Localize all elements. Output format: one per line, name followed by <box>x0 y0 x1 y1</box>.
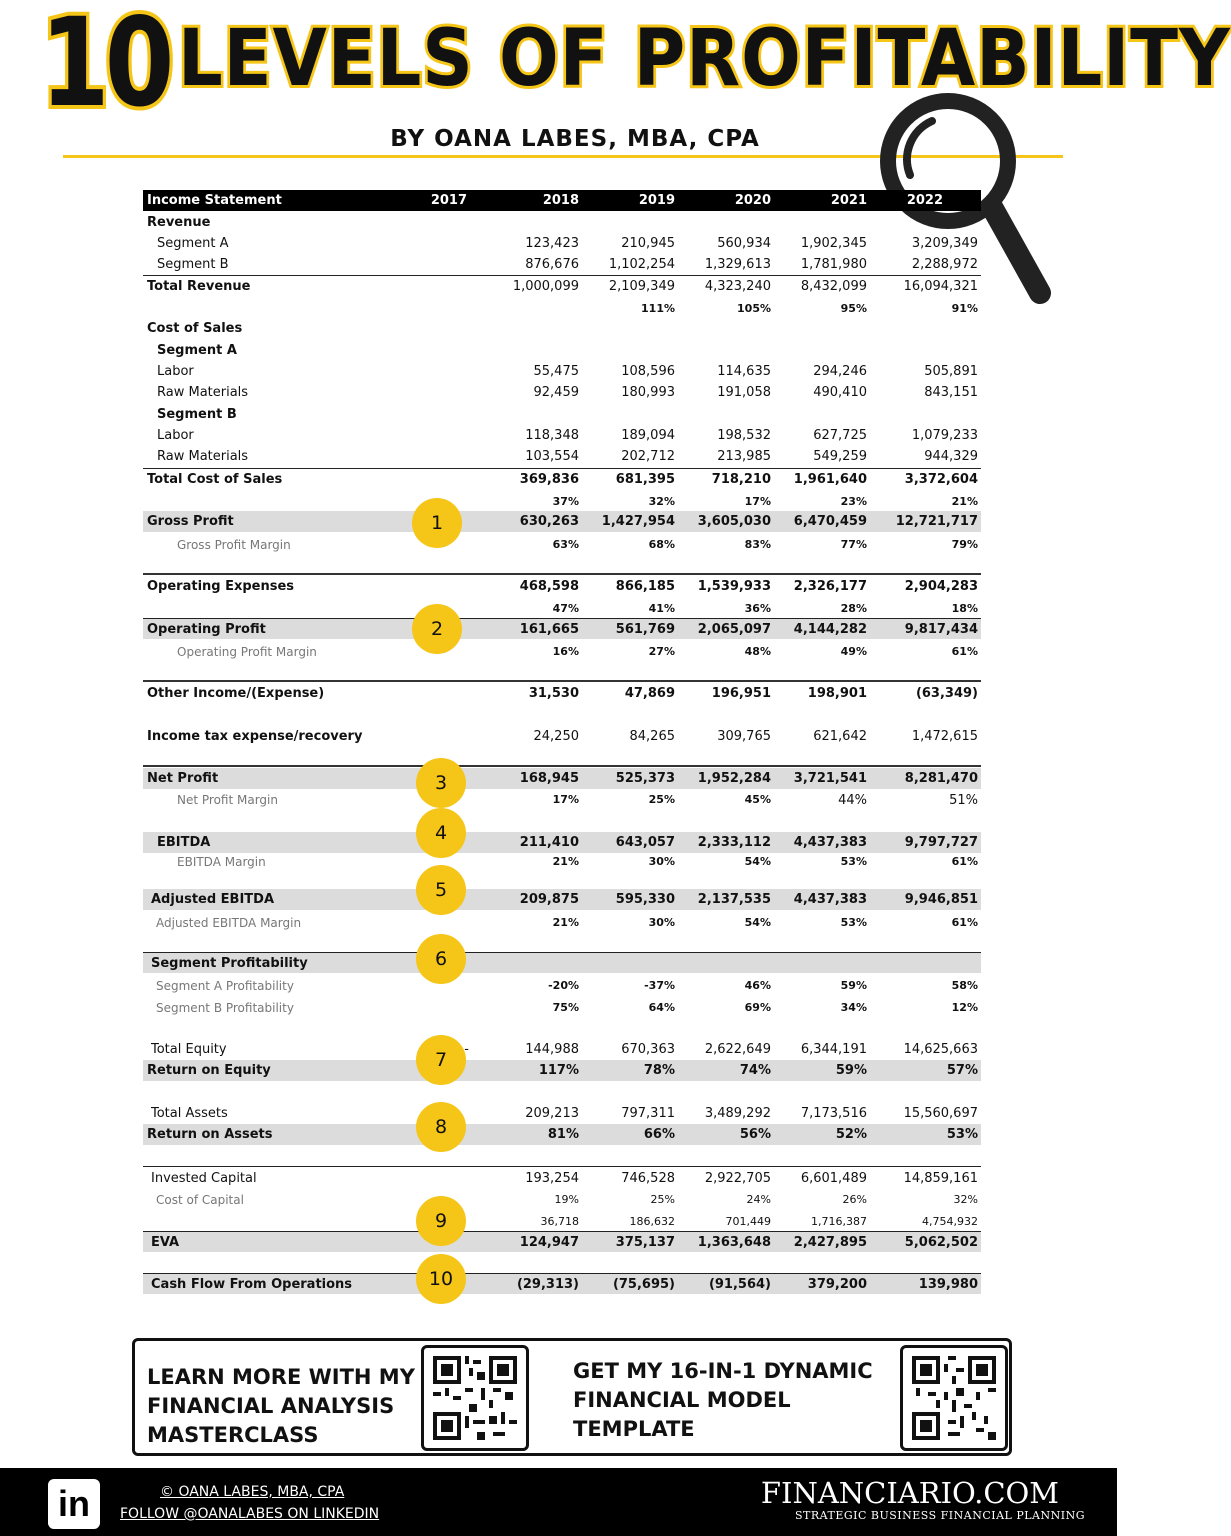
table-cell: 24,250 <box>533 729 579 744</box>
row-label: Other Income/(Expense) <box>147 686 325 701</box>
table-header-row <box>143 190 981 211</box>
row-label: Labor <box>157 364 194 379</box>
table-cell: 26% <box>842 1193 867 1206</box>
table-cell: 843,151 <box>924 385 978 400</box>
table-cell: 209,875 <box>519 892 579 907</box>
table-row <box>143 1039 981 1060</box>
brand-logo[interactable]: FINANCIARIO.COM <box>760 1476 1059 1510</box>
table-cell: 191,058 <box>717 385 771 400</box>
table-cell: 198,532 <box>717 428 771 443</box>
table-cell: 490,410 <box>813 385 867 400</box>
table-cell: 211,410 <box>519 835 579 850</box>
year-2017: 2017 <box>430 193 467 208</box>
row-label: Segment A <box>157 236 229 251</box>
table-cell: 1,329,613 <box>704 257 771 272</box>
year-2022: 2022 <box>906 193 943 208</box>
table-row <box>143 998 981 1019</box>
table-row <box>143 318 981 339</box>
level-badge: 3 <box>416 758 466 808</box>
table-cell: 66% <box>643 1127 675 1142</box>
table-cell: 3,209,349 <box>911 236 978 251</box>
table-cell: 75% <box>552 1001 579 1014</box>
table-cell: 746,528 <box>621 1171 675 1186</box>
table-cell: 16% <box>552 645 579 658</box>
table-cell: 718,210 <box>711 472 771 487</box>
cta-line: GET MY 16-IN-1 DYNAMIC <box>573 1359 873 1383</box>
table-cell: 294,246 <box>813 364 867 379</box>
table-row <box>143 852 981 873</box>
table-cell: 105% <box>737 302 771 315</box>
table-cell: 6,344,191 <box>800 1042 867 1057</box>
table-cell: 1,961,640 <box>793 472 867 487</box>
table-cell: 1,952,284 <box>697 771 771 786</box>
row-label: Gross Profit Margin <box>177 538 291 552</box>
table-cell: 2,904,283 <box>904 579 978 594</box>
table-cell: (91,564) <box>708 1277 771 1292</box>
table-row <box>143 1273 981 1294</box>
row-label: Labor <box>157 428 194 443</box>
table-row <box>143 576 981 597</box>
table-row <box>143 1103 981 1124</box>
table-cell: 74% <box>739 1063 771 1078</box>
section-divider <box>143 573 981 575</box>
table-cell: 379,200 <box>807 1277 867 1292</box>
table-row <box>143 1060 981 1081</box>
table-row <box>143 952 981 973</box>
table-row <box>143 299 981 320</box>
table-cell: 61% <box>951 855 978 868</box>
table-cell: 681,395 <box>615 472 675 487</box>
table-row <box>143 254 981 275</box>
row-label: Segment Profitability <box>151 956 308 971</box>
table-cell: 118,348 <box>525 428 579 443</box>
row-label: Total Revenue <box>147 279 251 294</box>
table-cell: 56% <box>739 1127 771 1142</box>
row-label: Cash Flow From Operations <box>151 1277 353 1292</box>
table-cell: 91% <box>951 302 978 315</box>
table-cell: 4,437,383 <box>793 835 867 850</box>
brand-tagline: STRATEGIC BUSINESS FINANCIAL PLANNING <box>794 1509 1085 1522</box>
table-cell: 25% <box>650 1193 675 1206</box>
table-cell: 12,721,717 <box>895 514 978 529</box>
table-cell: 45% <box>744 793 771 806</box>
table-cell: 168,945 <box>519 771 579 786</box>
row-label: EVA <box>151 1235 180 1250</box>
segment-a-heading: Segment A <box>157 343 237 358</box>
table-row <box>143 404 981 425</box>
table-cell: 21% <box>552 855 579 868</box>
table-cell: 28% <box>840 602 867 615</box>
table-cell: 16,094,321 <box>903 279 978 294</box>
table-cell: 701,449 <box>725 1215 771 1228</box>
segment-b-heading: Segment B <box>157 407 237 422</box>
table-row <box>143 726 981 747</box>
table-cell: 209,213 <box>525 1106 579 1121</box>
table-cell: 6,601,489 <box>800 1171 867 1186</box>
table-cell: 14,625,663 <box>903 1042 978 1057</box>
table-cell: 108,596 <box>621 364 675 379</box>
row-label: Raw Materials <box>157 385 249 400</box>
table-cell: 83% <box>744 538 771 551</box>
table-cell: 2,065,097 <box>697 622 771 637</box>
table-cell: 25% <box>648 793 675 806</box>
level-badge: 2 <box>412 604 462 654</box>
cta-line: FINANCIAL MODEL <box>573 1388 791 1412</box>
table-cell: 3,605,030 <box>697 514 771 529</box>
table-cell: 1,902,345 <box>800 236 867 251</box>
table-cell: 210,945 <box>621 236 675 251</box>
table-cell: 8,281,470 <box>904 771 978 786</box>
table-row <box>143 790 981 811</box>
level-badge: 1 <box>412 498 462 548</box>
table-row <box>143 511 981 532</box>
table-row <box>143 889 981 910</box>
row-label: Operating Expenses <box>147 579 295 594</box>
table-cell: 797,311 <box>621 1106 675 1121</box>
row-label: Income tax expense/recovery <box>147 729 363 744</box>
table-cell: 77% <box>840 538 867 551</box>
row-label: Adjusted EBITDA <box>151 892 275 907</box>
table-row <box>143 212 981 233</box>
table-cell: 14,859,161 <box>903 1171 978 1186</box>
table-row <box>143 492 981 513</box>
table-cell: 627,725 <box>813 428 867 443</box>
row-label: EBITDA Margin <box>177 855 266 869</box>
table-cell: 53% <box>840 855 867 868</box>
table-cell: 19% <box>554 1193 579 1206</box>
table-cell: 505,891 <box>924 364 978 379</box>
table-cell: 59% <box>840 979 867 992</box>
table-cell: 49% <box>840 645 867 658</box>
row-label: Total Cost of Sales <box>147 472 283 487</box>
level-badge: 7 <box>416 1035 466 1085</box>
table-cell: 1,539,933 <box>697 579 771 594</box>
table-cell: 54% <box>744 916 771 929</box>
table-cell: 2,922,705 <box>704 1171 771 1186</box>
table-cell: 630,263 <box>519 514 579 529</box>
table-cell: 944,329 <box>924 449 978 464</box>
section-divider <box>143 765 981 767</box>
table-cell: 36,718 <box>540 1215 579 1228</box>
table-cell: 57% <box>946 1063 978 1078</box>
table-cell: 3,372,604 <box>904 472 978 487</box>
table-cell: 23% <box>840 495 867 508</box>
cta-banner <box>132 1338 1012 1456</box>
table-cell: 92,459 <box>533 385 579 400</box>
table-cell: 48% <box>744 645 771 658</box>
table-cell: 53% <box>840 916 867 929</box>
table-cell: 1,079,233 <box>911 428 978 443</box>
table-cell: 1,363,648 <box>697 1235 771 1250</box>
table-cell: -20% <box>548 979 579 992</box>
table-cell: 84,265 <box>629 729 675 744</box>
table-cell: 1,472,615 <box>911 729 978 744</box>
row-label: Raw Materials <box>157 449 249 464</box>
table-cell: 866,185 <box>615 579 675 594</box>
table-cell: 69% <box>744 1001 771 1014</box>
table-cell: 9,797,727 <box>904 835 978 850</box>
table-cell: 37% <box>552 495 579 508</box>
table-row <box>143 446 981 467</box>
row-label: Gross Profit <box>147 514 234 529</box>
table-cell: 78% <box>643 1063 675 1078</box>
table-row <box>143 1166 981 1187</box>
row-label: Segment B Profitability <box>156 1001 294 1015</box>
table-row <box>143 425 981 446</box>
table-cell: 561,769 <box>615 622 675 637</box>
table-cell: 2,288,972 <box>911 257 978 272</box>
section-divider <box>143 680 981 682</box>
table-cell: 24% <box>746 1193 771 1206</box>
level-badge: 8 <box>416 1102 466 1152</box>
table-cell: 103,554 <box>525 449 579 464</box>
table-cell: 47,869 <box>624 686 675 701</box>
table-cell: 63% <box>552 538 579 551</box>
table-cell: 525,373 <box>615 771 675 786</box>
row-label: Adjusted EBITDA Margin <box>156 916 302 930</box>
table-cell: 111% <box>641 302 675 315</box>
table-cell: 18% <box>951 602 978 615</box>
level-badge: 4 <box>416 808 466 858</box>
table-cell: 53% <box>946 1127 978 1142</box>
table-cell: 9,946,851 <box>904 892 978 907</box>
page-subtitle: BY OANA LABES, MBA, CPA <box>390 126 760 152</box>
table-cell: 34% <box>840 1001 867 1014</box>
table-row <box>143 1190 981 1211</box>
table-cell: 123,423 <box>525 236 579 251</box>
table-cell: 79% <box>951 538 978 551</box>
table-cell: 2,622,649 <box>704 1042 771 1057</box>
table-cell: -37% <box>644 979 675 992</box>
table-row <box>143 1124 981 1145</box>
table-cell: 139,980 <box>918 1277 978 1292</box>
table-cell: 15,560,697 <box>903 1106 978 1121</box>
table-cell: 44% <box>838 793 867 808</box>
table-cell: 95% <box>840 302 867 315</box>
table-row <box>143 683 981 704</box>
table-cell: 54% <box>744 855 771 868</box>
table-cell: 3,721,541 <box>793 771 867 786</box>
table-cell: 21% <box>951 495 978 508</box>
row-label: Operating Profit <box>147 622 266 637</box>
masterclass-link[interactable] <box>147 1363 415 1450</box>
row-label: Segment B <box>157 257 229 272</box>
table-cell: 468,598 <box>519 579 579 594</box>
table-cell: 3,489,292 <box>704 1106 771 1121</box>
cost-of-sales-heading: Cost of Sales <box>147 321 243 336</box>
linkedin-follow-link[interactable]: FOLLOW @OANALABES ON LINKEDIN <box>120 1506 380 1522</box>
cta-line: TEMPLATE <box>573 1417 695 1441</box>
table-cell: 196,951 <box>711 686 771 701</box>
table-cell: 31,530 <box>528 686 579 701</box>
row-label: Net Profit Margin <box>177 793 278 807</box>
qr-code-icon[interactable] <box>421 1345 529 1451</box>
year-2019: 2019 <box>638 193 675 208</box>
cta-line: MASTERCLASS <box>147 1423 319 1447</box>
table-cell: 213,985 <box>717 449 771 464</box>
table-cell: 61% <box>951 645 978 658</box>
table-cell: 117% <box>538 1063 579 1078</box>
table-row <box>143 832 981 853</box>
table-row <box>143 599 981 620</box>
table-cell: 2,427,895 <box>793 1235 867 1250</box>
level-badge: 9 <box>416 1196 466 1246</box>
cta-line: FINANCIAL ANALYSIS <box>147 1394 395 1418</box>
table-cell: 55,475 <box>533 364 579 379</box>
table-cell: 64% <box>648 1001 675 1014</box>
table-row <box>143 1212 981 1233</box>
table-cell: 670,363 <box>621 1042 675 1057</box>
table-cell: 30% <box>648 916 675 929</box>
level-badge: 6 <box>416 934 466 984</box>
table-cell: 1,781,980 <box>800 257 867 272</box>
table-cell: 375,137 <box>615 1235 675 1250</box>
title-number: 10 <box>40 0 170 134</box>
table-cell: 7,173,516 <box>800 1106 867 1121</box>
table-cell: 369,836 <box>519 472 579 487</box>
table-cell: 144,988 <box>525 1042 579 1057</box>
table-cell: 1,716,387 <box>811 1215 867 1228</box>
table-row <box>143 233 981 254</box>
year-2021: 2021 <box>830 193 867 208</box>
table-row <box>143 275 981 296</box>
row-label: Total Equity <box>151 1042 227 1057</box>
table-cell: 8,432,099 <box>800 279 867 294</box>
table-cell: 4,437,383 <box>793 892 867 907</box>
table-cell: 59% <box>835 1063 867 1078</box>
table-cell: 5,062,502 <box>904 1235 978 1250</box>
table-cell: 32% <box>953 1193 978 1206</box>
page-title: LEVELS OF PROFITABILITY <box>178 14 1231 104</box>
row-label: Invested Capital <box>151 1171 257 1186</box>
table-cell: 27% <box>648 645 675 658</box>
row-label: Cost of Capital <box>156 1193 244 1207</box>
table-cell: 4,323,240 <box>704 279 771 294</box>
table-row <box>143 618 981 639</box>
row-label: Segment A Profitability <box>156 979 294 993</box>
table-row <box>143 468 981 489</box>
row-label: Return on Equity <box>147 1063 271 1078</box>
table-row <box>143 642 981 663</box>
table-cell: 643,057 <box>615 835 675 850</box>
table-cell: 51% <box>949 793 978 808</box>
table-cell: (75,695) <box>612 1277 675 1292</box>
table-cell: 193,254 <box>525 1171 579 1186</box>
table-cell: 549,259 <box>813 449 867 464</box>
table-cell: 1,427,954 <box>601 514 675 529</box>
table-cell: 1,102,254 <box>608 257 675 272</box>
row-label: Total Assets <box>151 1106 228 1121</box>
table-cell: 2,333,112 <box>697 835 771 850</box>
table-cell: 4,144,282 <box>793 622 867 637</box>
table-cell: 2,109,349 <box>608 279 675 294</box>
row-label: EBITDA <box>157 835 211 850</box>
table-row <box>143 382 981 403</box>
table-cell: 876,676 <box>525 257 579 272</box>
table-cell: 186,632 <box>629 1215 675 1228</box>
table-row <box>143 1231 981 1252</box>
table-cell: 9,817,434 <box>904 622 978 637</box>
table-cell: 1,000,099 <box>512 279 579 294</box>
table-row <box>143 976 981 997</box>
table-cell: 61% <box>951 916 978 929</box>
table-row <box>143 340 981 361</box>
table-cell: 81% <box>547 1127 579 1142</box>
dash-mark: - <box>464 1042 469 1057</box>
table-cell: 202,712 <box>621 449 675 464</box>
table-cell: 161,665 <box>519 622 579 637</box>
table-cell: 595,330 <box>615 892 675 907</box>
copyright-link[interactable]: © OANA LABES, MBA, CPA <box>160 1484 345 1500</box>
table-cell: 198,901 <box>807 686 867 701</box>
footer <box>0 1468 1117 1536</box>
row-label: Operating Profit Margin <box>177 645 317 659</box>
year-2020: 2020 <box>734 193 771 208</box>
row-label: Net Profit <box>147 771 219 786</box>
table-row <box>143 913 981 934</box>
table-cell: 36% <box>744 602 771 615</box>
table-cell: 560,934 <box>717 236 771 251</box>
level-badge: 5 <box>416 865 466 915</box>
table-cell: 2,137,535 <box>697 892 771 907</box>
table-cell: 52% <box>835 1127 867 1142</box>
qr-code-icon[interactable] <box>900 1345 1008 1451</box>
table-cell: 12% <box>951 1001 978 1014</box>
table-cell: 32% <box>648 495 675 508</box>
table-row <box>143 535 981 556</box>
table-cell: 46% <box>744 979 771 992</box>
table-cell: (29,313) <box>516 1277 579 1292</box>
table-cell: 68% <box>648 538 675 551</box>
table-cell: 309,765 <box>717 729 771 744</box>
linkedin-icon[interactable]: in <box>48 1479 100 1529</box>
table-row <box>143 361 981 382</box>
table-cell: 58% <box>951 979 978 992</box>
table-cell: 189,094 <box>621 428 675 443</box>
table-cell: (63,349) <box>915 686 978 701</box>
level-badge: 10 <box>416 1254 466 1304</box>
table-cell: 17% <box>552 793 579 806</box>
table-cell: 17% <box>744 495 771 508</box>
cta-line: LEARN MORE WITH MY <box>147 1365 415 1389</box>
table-cell: 21% <box>552 916 579 929</box>
year-2018: 2018 <box>542 193 579 208</box>
table-cell: 124,947 <box>519 1235 579 1250</box>
table-cell: 6,470,459 <box>793 514 867 529</box>
table-cell: 47% <box>552 602 579 615</box>
table-header-label: Income Statement <box>147 193 282 208</box>
table-cell: 180,993 <box>621 385 675 400</box>
table-row <box>143 768 981 789</box>
revenue-heading: Revenue <box>147 215 211 230</box>
table-cell: 621,642 <box>813 729 867 744</box>
model-template-link[interactable] <box>573 1357 873 1444</box>
table-cell: 2,326,177 <box>793 579 867 594</box>
table-cell: 30% <box>648 855 675 868</box>
table-cell: 114,635 <box>717 364 771 379</box>
table-cell: 4,754,932 <box>922 1215 978 1228</box>
row-label: Return on Assets <box>147 1127 273 1142</box>
table-cell: 41% <box>648 602 675 615</box>
